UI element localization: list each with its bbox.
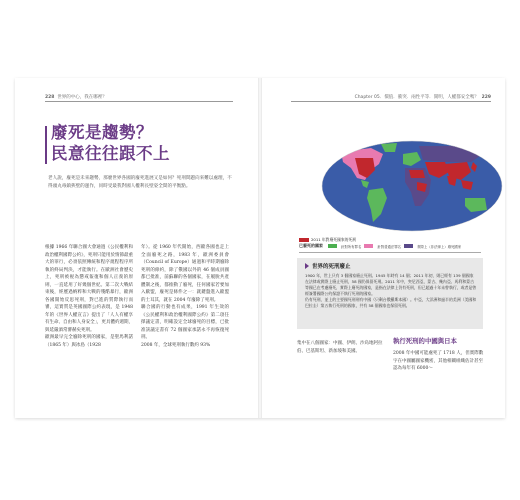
legend-rule [299,252,481,253]
legend-item: 針對所有罪名 [341,244,362,249]
running-head: Chapter 05．價值．衝突．兩性平等．開明，人權都安全嗎？ [354,95,479,100]
title-accent-bar [45,126,47,164]
legend-label: 已廢死的國家 [299,243,323,248]
legend-swatch [364,244,373,248]
sidebar-info-box [297,258,483,329]
left-running-header [45,94,107,100]
page-number: 228 [45,95,55,100]
triangle-bullet-icon [305,263,309,269]
running-head: 世界的中心，我在哪裡？ [57,95,107,100]
legend-item: 針對普通法罪名 [377,244,402,249]
legend-swatch [404,244,413,248]
body-column-1: 集中在八個國家：中國、伊朗、沙烏地阿拉伯、巴基斯坦、新加坡和美國。 [297,341,383,354]
legend-swatch [328,244,337,248]
north-africa-shape [409,170,425,178]
box-body: 1900 年，世上只有 3 個國家廢止死刑。1945 年時有 14 個；2011 年初，則已經有 139 個國家在法律或實際上廢止死刑，58 國仍保留死刑。2011 年中，突尼西亞、蒙古、幾內亞、馬利和蒙古等國已在考慮廢死，實際上廢死的國家，是指在法律上仍有死刑，但已超過十年未曾執行，或者是曾經簽署國際公約保證不執行死刑的國家。 仍有死刑，並上的主要國死刑刑有中國（只剩台俄羅斯本國）。中亞，大洋洲和過半的美洲（美國和巴拉圭）第五執行死刑的國家，共有 58 個國家也保留死刑。 [305,273,477,309]
title-line-2: 民意往往跟不上 [51,144,170,163]
map-legend [299,243,481,249]
page-number: 229 [481,95,491,100]
intro-paragraph: 老人說，廢死是未來趨勢，那麼世界各國的廢死進展又是如何？死刑問題向來難以處理，不得頭丸毒鎮狹壁的運作，同時受最我對國人權利長壁姿全間的平衡點。 [48,176,232,189]
left-page [15,78,259,418]
legend-swatch [299,238,309,242]
world-map-death-penalty [321,140,503,232]
russia-shape [419,146,483,162]
box-title-text: 世界的死刑廢止 [312,264,351,270]
body-column-1: 根據 1966 年聯合國大會通過《公民權利和政治權利國際公約》，死刑只能用於情節最重大的罪行，必須依照傳統和程序規程程序所執的終局判決，才能執行。在歐洲社會歷史上，死刑被視為懲戒報復和個人正義的原則，一直延用了好幾個世紀。第二次大戰結束後，經歷過納粹和大戰的殘酷暴行，歐洲各國開始反思死刑，對已進的質際執行而審，這實質是英國國際公約表現，是 1948 年的《世界人權宣言》提出了「人人有權享有生命、自由和人身安全」，更具體約週期，與延嚴酒常審赫矣死刑。 歐洲最早完全廢除死刑的國家，是聖馬利諾（1865 年）與冰島（1928 [45,245,133,348]
book-spread [15,78,505,418]
right-running-header [355,94,491,100]
legend-title-text: 2011 年對廢死國家的死刑 [311,237,357,242]
header-rule [45,101,233,102]
chapter-title [51,122,170,164]
body-column-2: 2008 年中國可能處死了 1718 人，但實際數字在中國屬國家機密，其他相關組織估計甚至認為每年有 6000～ [393,351,484,371]
section-heading: 執行死刑的中國與日本 [393,337,457,345]
legend-item: 實際上（非法律上）廢死國家 [417,244,462,249]
title-line-1: 廢死是趨勢？ [51,123,153,142]
header-rule [291,101,491,102]
body-column-2: 年）。從 1960 年代開始，西歐各國也走上全面廢死之路，1983 年，歐洲委員會（Council of Europe）通過和平時期廢除死刑的條約，除了俄國以外的 46 個成員國都已批准，前蘇聯的各個國家，在履脫共產體制之後，都推動了廢死，任何國家若要加入歐盟，廢死是條件之一：就鍵盤進入歐盟的土耳其，就在 2004 年廢除了死刑。 聯合國的行動也有成果，1991 年生效的《公民權利和政治權利國際公約》第二項任擇議定書，明確設定全球廢死的目標，已批准該議定書有 72 個國家承諾永不再恢復死刑。 2008 年，全球死刑執行數約 93% [141,245,229,348]
box-title [305,262,351,270]
right-page [261,78,505,418]
